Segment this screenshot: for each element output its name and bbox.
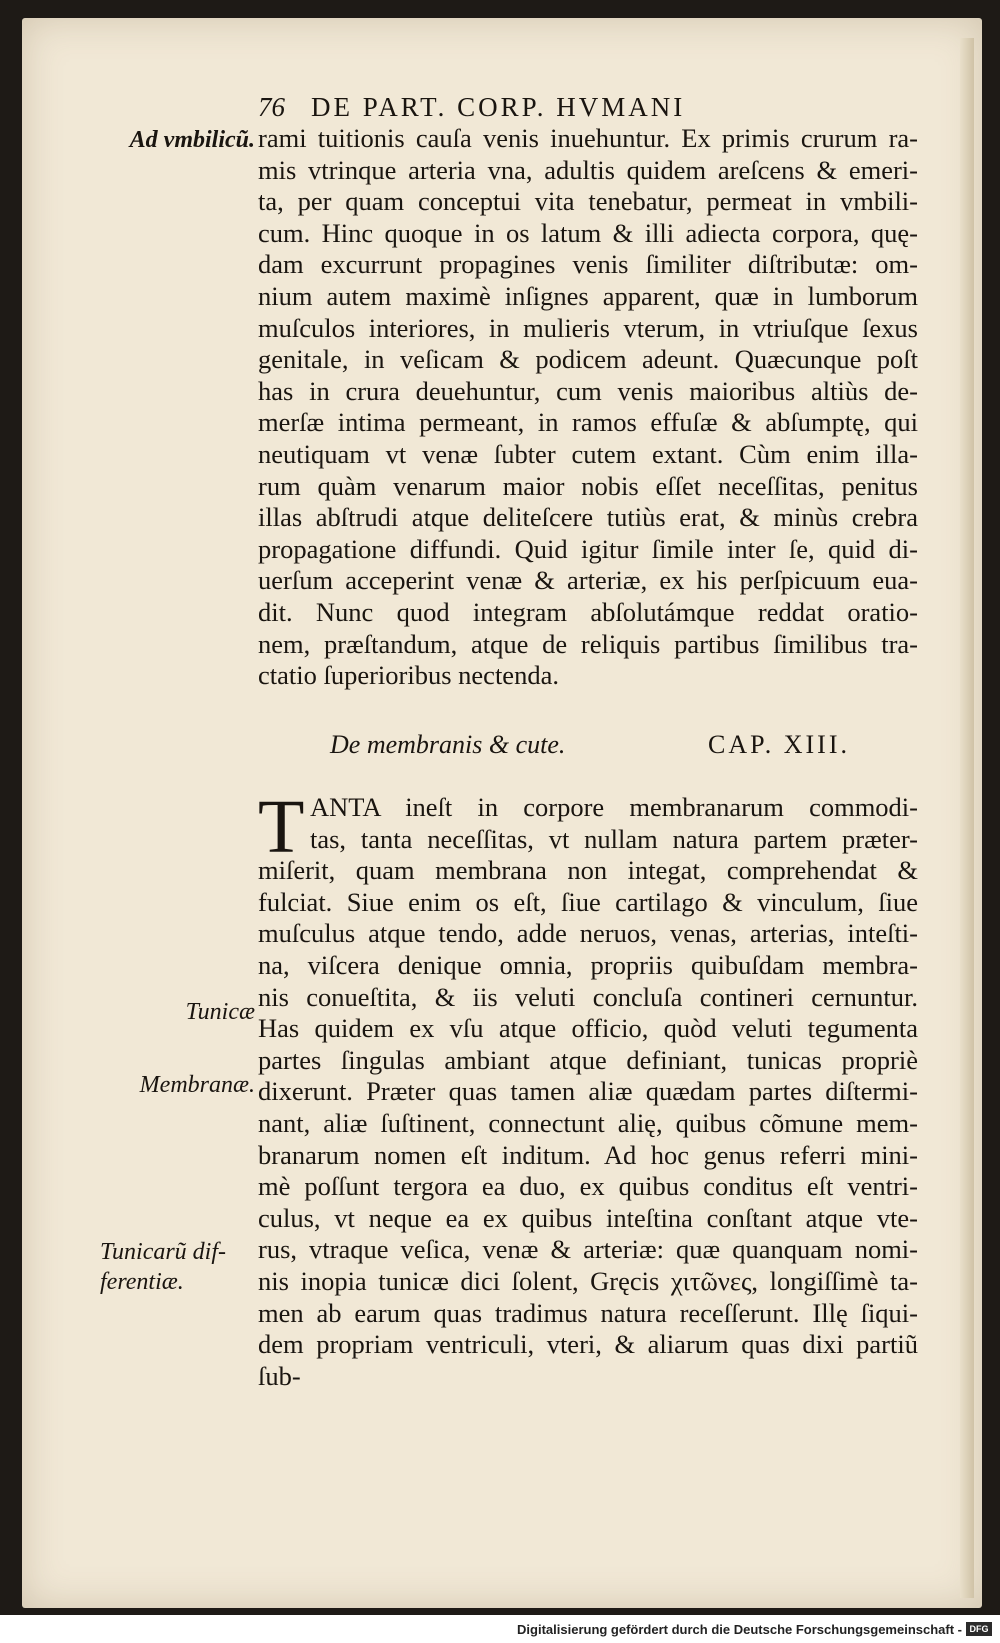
text-line: cum. Hinc quoque in os latum & illi adiecta corpora, quę- xyxy=(258,217,918,248)
text-line: ctatio ſuperioribus nectenda. xyxy=(258,660,559,691)
text-line: tas, tanta neceſſitas, vt nullam natura partem præter- xyxy=(310,823,918,854)
text-line: neutiquam vt venæ ſubter cutem extant. Cùm enim illa- xyxy=(258,438,918,469)
text-line: muſculos interiores, in mulieris vterum, in vtriuſque ſexus xyxy=(258,312,918,343)
text-line: partes ſingulas ambiant atque definiant, tunicas propriè xyxy=(258,1044,918,1075)
chapter-heading xyxy=(330,730,850,760)
page-number: 76 xyxy=(258,92,285,122)
text-block-continuation xyxy=(258,123,918,692)
page-edge xyxy=(960,38,974,1598)
footer-bar xyxy=(0,1615,1000,1643)
text-line: dam excurrunt propagines venis ſimiliter diſtributæ: om- xyxy=(258,249,918,280)
margin-note-differentiae: Tunicarũ dif- ferentiæ. xyxy=(100,1239,227,1295)
text-line: illas abſtrudi atque deliteſcere tutiùs erat, & minùs crebra xyxy=(258,502,918,533)
text-line: fulciat. Siue enim os eſt, ſiue cartilago & vinculum, ſiue xyxy=(258,886,918,917)
chapter-number: CAP. XIII. xyxy=(708,730,850,759)
text-line: Has quidem ex vſu atque officio, quòd veluti tegumenta xyxy=(258,1013,918,1044)
text-line: dixerunt. Præter quas tamen aliæ quædam partes diſtermi- xyxy=(258,1076,918,1107)
text-line: rami tuitionis cauſa venis inuehuntur. Ex primis crurum ra- xyxy=(258,123,918,153)
margin-note-umbilicus: Ad vmbilicũ. xyxy=(129,127,255,153)
text-line: ta, per quam conceptui vita tenebatur, permeat in vmbili- xyxy=(258,186,918,217)
running-head xyxy=(258,92,818,123)
text-line: branarum nomen eſt inditum. Ad hoc genus referri mini- xyxy=(258,1139,918,1170)
text-line: nis conueſtita, & iis veluti concluſa contineri cernuntur. xyxy=(258,981,918,1012)
text-line: mè poſſunt tergora ea duo, ex quibus conditus eſt ventri- xyxy=(258,1171,918,1202)
text-block-chapter xyxy=(258,785,918,1392)
chapter-title: De membranis & cute. xyxy=(330,730,566,759)
text-line: rum quàm venarum maior nobis eſſet neceſſitas, penitus xyxy=(258,470,918,501)
margin-note-membranae: Membranæ. xyxy=(139,1072,255,1098)
text-line: ſub- xyxy=(258,1360,301,1391)
text-line: miſerit, quam membrana non integat, comprehendat & xyxy=(258,855,918,886)
drop-capital: T xyxy=(258,785,305,869)
text-line: nis inopia tunicæ dici ſolent, Gręcis χιτῶνες, longiſſimè ta- xyxy=(258,1265,918,1296)
text-line: propagatione diffundi. Quid igitur ſimile inter ſe, quid di- xyxy=(258,533,918,564)
text-line: muſculus atque tendo, adde neruos, venas, arterias, inteſti- xyxy=(258,918,918,949)
text-line: culus, vt neque ea ex quibus inteſtina conſtant atque vte- xyxy=(258,1202,918,1233)
text-line: uerſum acceperint venæ & arteriæ, ex his perſpicuum eua- xyxy=(258,565,918,596)
text-line: dit. Nunc quod integram abſolutámque reddat oratio- xyxy=(258,596,918,627)
text-line: nium autem maximè inſignes apparent, quæ in lumborum xyxy=(258,280,918,311)
text-line: genitale, in veſicam & podicem adeunt. Quæcunque poſt xyxy=(258,344,918,375)
text-line: na, viſcera denique omnia, propriis quibuſdam membra- xyxy=(258,949,918,980)
text-line: has in crura deuehuntur, cum venis maioribus altiùs de- xyxy=(258,375,918,406)
dfg-logo-icon: DFG xyxy=(966,1622,992,1636)
running-title: DE PART. CORP. HVMANI xyxy=(311,92,686,122)
text-line: nem, præſtandum, atque de reliquis partibus ſimilibus tra- xyxy=(258,628,918,659)
funding-credit: Digitalisierung gefördert durch die Deutsche Forschungsgemeinschaft - xyxy=(517,1621,962,1637)
text-line: mis vtrinque arteria vna, adultis quidem areſcens & emeri- xyxy=(258,154,918,185)
text-line: nant, aliæ ſuſtinent, connectunt alię, quibus cõmune mem- xyxy=(258,1107,918,1138)
text-line: dem propriam ventriculi, vteri, & aliarum quas dixi partiũ xyxy=(258,1329,918,1360)
text-line: rus, vtraque veſica, venæ & arteriæ: quæ quanquam nomi- xyxy=(258,1234,918,1265)
text-line: men ab earum quas tradimus natura receſſerunt. Illę ſiqui- xyxy=(258,1297,918,1328)
text-line: ANTA ineſt in corpore membranarum commodi- xyxy=(310,792,918,822)
margin-note-tunicae: Tunicæ xyxy=(185,999,255,1025)
text-line: merſæ intima permeant, in ramos effuſæ & abſumptę, qui xyxy=(258,407,918,438)
